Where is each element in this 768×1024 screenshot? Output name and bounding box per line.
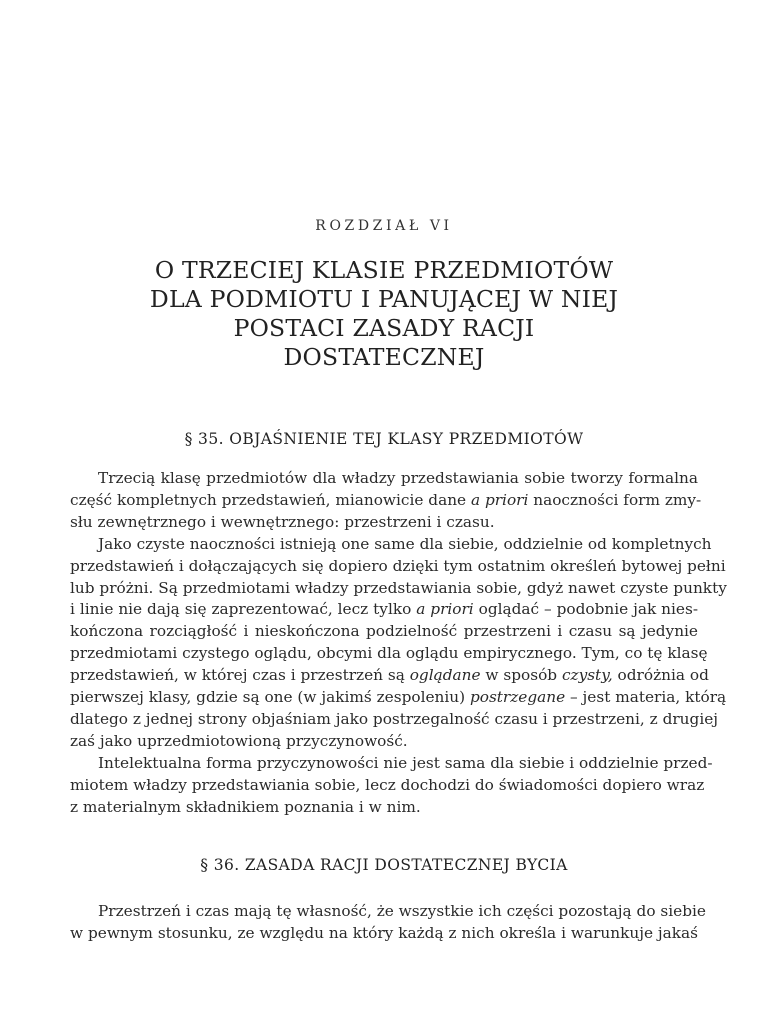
text-run: miotem władzy przedstawiania sobie, lecz dochodzi do świadomości dopiero wraz	[70, 775, 705, 794]
text-run: część kompletnych przedstawień, mianowicie dane	[70, 490, 471, 509]
chapter-title-line: DOSTATECZNEJ	[283, 343, 485, 371]
italic-run: a priori	[416, 600, 474, 619]
text-run: – jest materia, którą	[565, 688, 727, 707]
text-run: odróżnia od	[612, 666, 709, 685]
text-run: w sposób	[480, 666, 562, 685]
text-run: zaś jako uprzedmiotowioną przyczynowość.	[70, 731, 408, 750]
text-run: kończona rozciągłość i nieskończona podzielność przestrzeni i czasu są jedynie	[70, 622, 698, 641]
text-run: Jako czyste naoczności istnieją one same dla siebie, oddzielnie od kompletnych	[98, 534, 712, 553]
text-line	[70, 665, 709, 687]
italic-run: oglądane	[409, 666, 481, 685]
chapter-title-line: DLA PODMIOTU I PANUJĄCEJ W NIEJ	[149, 285, 619, 313]
text-run: naoczności form zmy-	[528, 490, 702, 509]
text-run: pierwszej klasy, gdzie są one (w jakimś zespoleniu)	[70, 688, 470, 707]
text-line	[70, 512, 698, 534]
text-line	[70, 753, 713, 775]
text-line	[70, 687, 727, 709]
text-run: lub próżni. Są przedmiotami władzy przedstawiania sobie, gdyż nawet czyste punkty	[70, 578, 727, 597]
section-35-body	[70, 468, 727, 819]
text-run: przedstawień, w której czas i przestrzeń są	[70, 666, 410, 685]
text-run: dlatego z jednej strony objaśniam jako postrzegalność czasu i przestrzeni, z drugiej	[70, 709, 719, 728]
text-run: Przestrzeń i czas mają tę własność, że wszystkie ich części pozostają do siebie	[98, 902, 706, 920]
document-page	[70, 0, 727, 1024]
text-line	[70, 534, 712, 556]
text-run: Intelektualna forma przyczynowości nie jest sama dla siebie i oddzielnie przed-	[98, 753, 713, 772]
text-run: słu zewnętrznego i wewnętrznego: przestrzeni i czasu.	[70, 512, 495, 531]
italic-run: a priori	[470, 490, 529, 509]
section-36-body	[70, 901, 706, 945]
section-heading-35: § 35. OBJAŚNIENIE TEJ KLASY PRZEDMIOTÓW	[184, 430, 584, 448]
chapter-title	[70, 256, 698, 372]
text-run: przedmiotami czystego oglądu, obcymi dla oglądu empirycznego. Tym, co tę klasę	[70, 644, 708, 663]
text-line	[70, 578, 727, 600]
text-line	[70, 901, 706, 923]
text-run: Trzecią klasę przedmiotów dla władzy przedstawiania sobie tworzy formalna	[98, 469, 698, 487]
text-line	[70, 621, 698, 643]
italic-run: czysty,	[561, 666, 613, 685]
text-run: przedstawień i dołączających się dopiero dzięki tym ostatnim określeń bytowej pełni	[70, 556, 726, 575]
chapter-title-line: O TRZECIEJ KLASIE PRZEDMIOTÓW	[154, 256, 614, 284]
text-line	[70, 775, 705, 797]
section-heading-36: § 36. ZASADA RACJI DOSTATECZNEJ BYCIA	[200, 856, 568, 874]
text-line	[70, 731, 698, 753]
text-line	[70, 643, 708, 665]
text-line	[70, 797, 698, 819]
text-run: z materialnym składnikiem poznania i w nim.	[70, 797, 421, 816]
text-run: w pewnym stosunku, ze względu na który każdą z nich określa i warunkuje jakaś	[70, 923, 698, 942]
text-line	[70, 709, 719, 731]
text-line	[70, 923, 698, 945]
text-line	[70, 599, 698, 621]
italic-run: postrzegane	[469, 688, 566, 707]
text-line	[70, 468, 698, 490]
text-run: oglądać – podobnie jak nies-	[473, 600, 698, 619]
text-line	[70, 556, 726, 578]
text-run: i linie nie dają się zaprezentować, lecz tylko	[70, 600, 417, 619]
text-line	[70, 490, 702, 512]
chapter-title-line: POSTACI ZASADY RACJI	[233, 314, 535, 342]
chapter-label: ROZDZIAŁ VI	[315, 218, 453, 234]
